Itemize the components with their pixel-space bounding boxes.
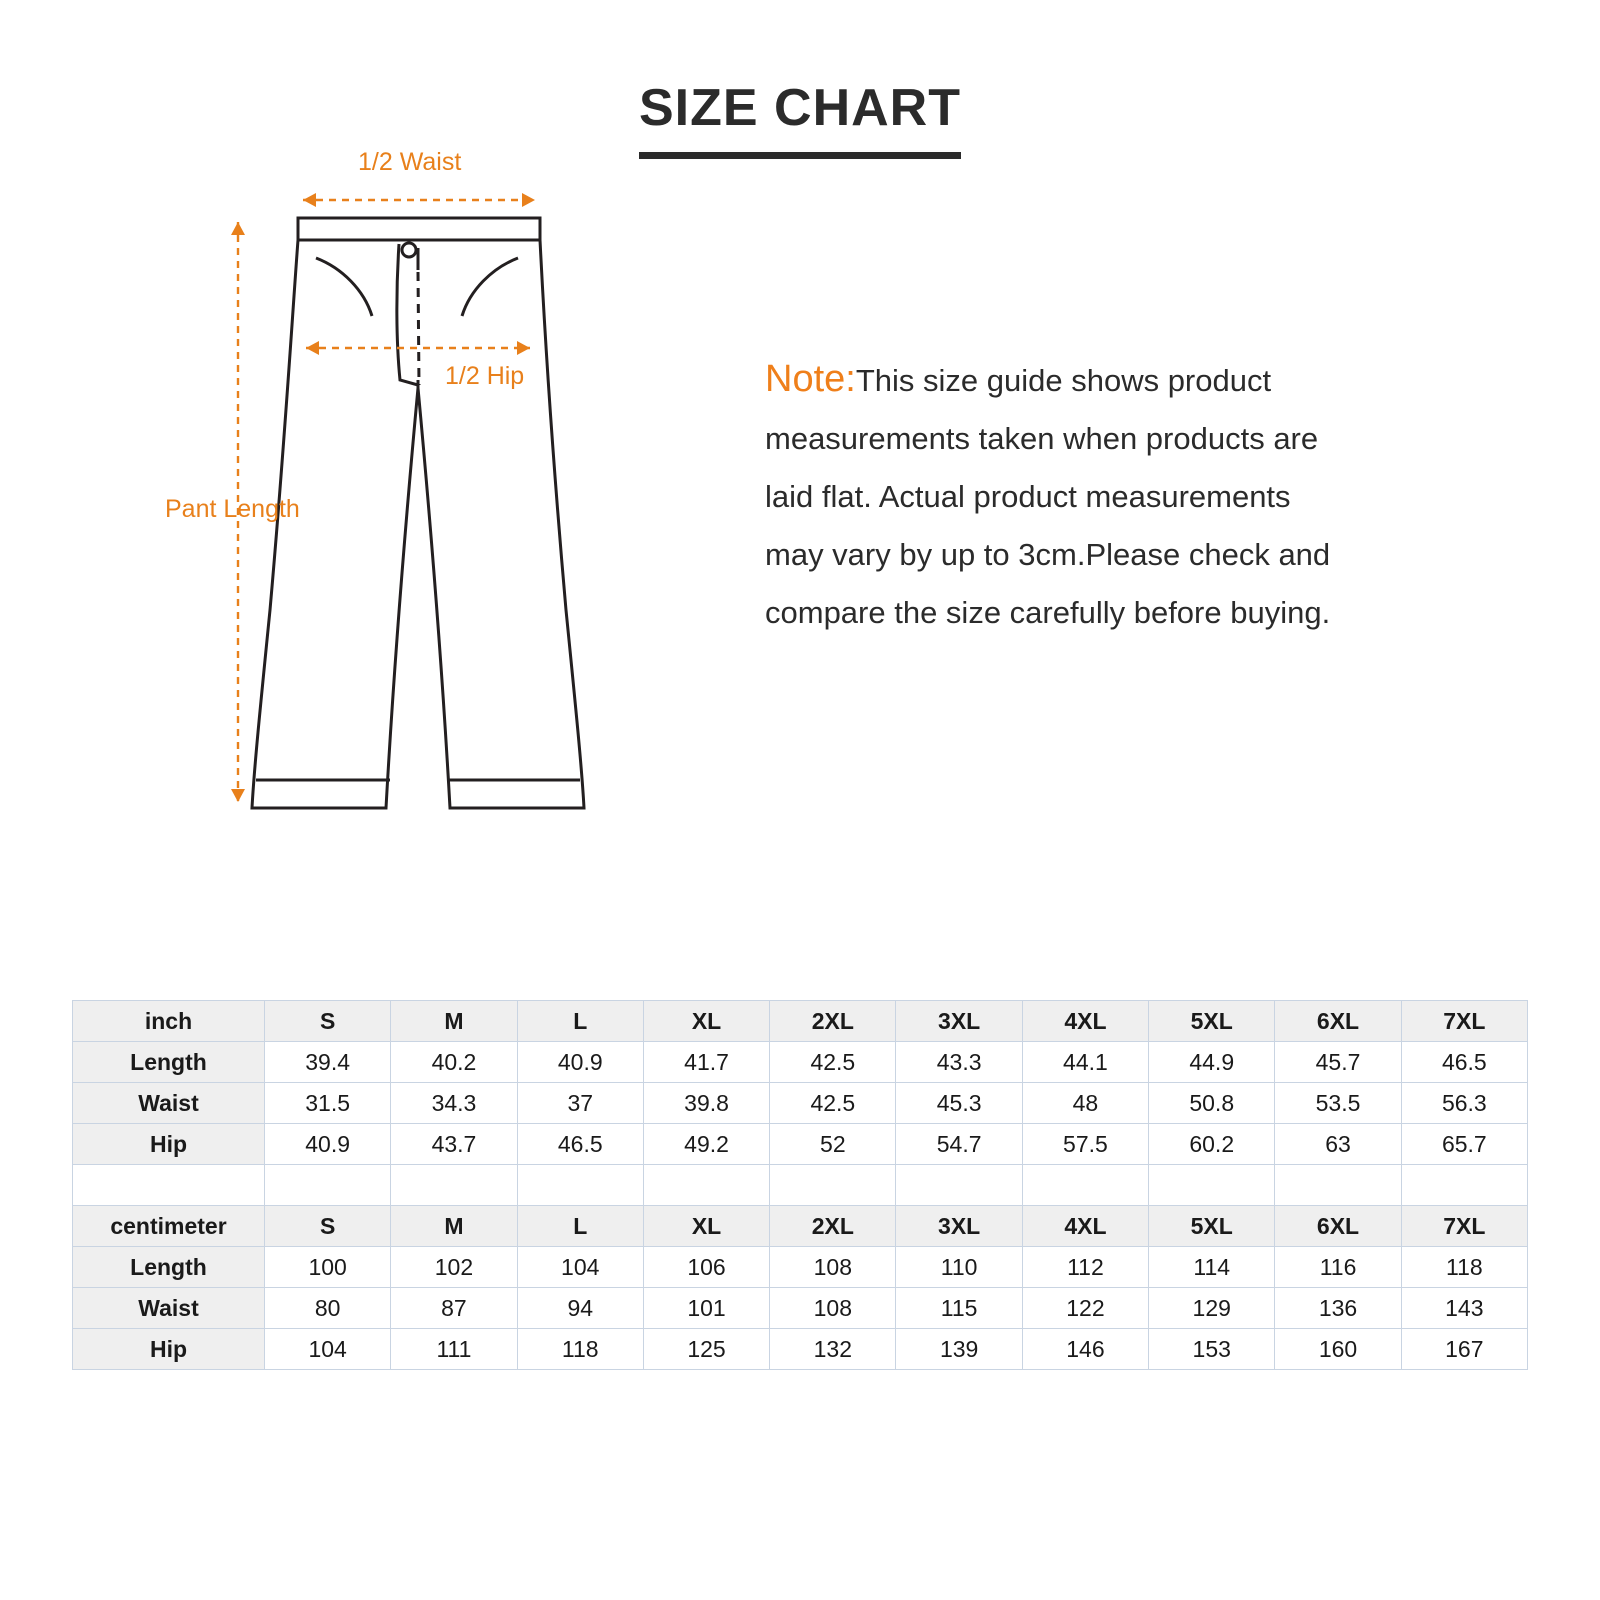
table-row-cm-length	[73, 1247, 1528, 1288]
cell-cm-size-m: M	[391, 1206, 517, 1247]
cell-cm-hip-6xl: 160	[1275, 1329, 1401, 1370]
spacer-cell-7	[896, 1165, 1022, 1206]
cell-inch-length-5xl: 44.9	[1149, 1042, 1275, 1083]
spacer-cell-1	[73, 1165, 265, 1206]
spacer-cell-6	[770, 1165, 896, 1206]
cell-inch-unit: inch	[73, 1001, 265, 1042]
cell-inch-hip-4xl: 57.5	[1022, 1124, 1148, 1165]
spacer-cell-11	[1401, 1165, 1527, 1206]
table-row-cm-header	[73, 1206, 1528, 1247]
cell-inch-waist-6xl: 53.5	[1275, 1083, 1401, 1124]
cell-inch-hip-3xl: 54.7	[896, 1124, 1022, 1165]
cell-inch-waist-l: 37	[517, 1083, 643, 1124]
cell-cm-waist-5xl: 129	[1149, 1288, 1275, 1329]
cell-cm-length-3xl: 110	[896, 1247, 1022, 1288]
label-half-waist: 1/2 Waist	[358, 148, 462, 176]
cell-cm-waist-2xl: 108	[770, 1288, 896, 1329]
cell-cm-size-4xl: 4XL	[1022, 1206, 1148, 1247]
cell-cm-waist-s: 80	[265, 1288, 391, 1329]
cell-inch-size-s: S	[265, 1001, 391, 1042]
rowhead-inch-hip: Hip	[73, 1124, 265, 1165]
cell-inch-length-l: 40.9	[517, 1042, 643, 1083]
table-row-cm-hip	[73, 1329, 1528, 1370]
cell-cm-length-l: 104	[517, 1247, 643, 1288]
cell-inch-length-2xl: 42.5	[770, 1042, 896, 1083]
table-row-inch-waist	[73, 1083, 1528, 1124]
cell-inch-size-l: L	[517, 1001, 643, 1042]
table-row-cm-waist	[73, 1288, 1528, 1329]
note-line-5: compare the size carefully before buying.	[765, 595, 1331, 630]
cell-inch-length-xl: 41.7	[643, 1042, 769, 1083]
note-text-1: This size guide shows product	[855, 363, 1272, 398]
cell-cm-length-5xl: 114	[1149, 1247, 1275, 1288]
cell-inch-hip-l: 46.5	[517, 1124, 643, 1165]
note-line-3: laid flat. Actual product measurements	[765, 479, 1291, 514]
cell-inch-waist-7xl: 56.3	[1401, 1083, 1527, 1124]
cell-cm-length-xl: 106	[643, 1247, 769, 1288]
cell-cm-hip-l: 118	[517, 1329, 643, 1370]
cell-cm-hip-7xl: 167	[1401, 1329, 1527, 1370]
table-row-inch-header	[73, 1001, 1528, 1042]
cell-cm-size-xl: XL	[643, 1206, 769, 1247]
spacer-cell-10	[1275, 1165, 1401, 1206]
cell-inch-waist-m: 34.3	[391, 1083, 517, 1124]
cell-cm-size-l: L	[517, 1206, 643, 1247]
cell-cm-length-m: 102	[391, 1247, 517, 1288]
spacer-cell-3	[391, 1165, 517, 1206]
table-row-inch-hip	[73, 1124, 1528, 1165]
cell-cm-hip-s: 104	[265, 1329, 391, 1370]
cell-inch-hip-7xl: 65.7	[1401, 1124, 1527, 1165]
cell-cm-hip-m: 111	[391, 1329, 517, 1370]
cell-cm-hip-5xl: 153	[1149, 1329, 1275, 1370]
measurements-table	[72, 1000, 1528, 1370]
cell-inch-length-3xl: 43.3	[896, 1042, 1022, 1083]
note-line-4: may vary by up to 3cm.Please check and	[765, 537, 1331, 572]
rowhead-cm-waist: Waist	[73, 1288, 265, 1329]
cell-inch-waist-2xl: 42.5	[770, 1083, 896, 1124]
label-half-hip: 1/2 Hip	[445, 362, 525, 390]
cell-inch-size-3xl: 3XL	[896, 1001, 1022, 1042]
cell-inch-waist-s: 31.5	[265, 1083, 391, 1124]
label-pant-length: Pant Length	[165, 495, 300, 523]
spacer-cell-8	[1022, 1165, 1148, 1206]
note-line-1	[765, 350, 1485, 410]
cell-inch-length-7xl: 46.5	[1401, 1042, 1527, 1083]
cell-inch-length-m: 40.2	[391, 1042, 517, 1083]
cell-cm-waist-6xl: 136	[1275, 1288, 1401, 1329]
spacer-cell-2	[265, 1165, 391, 1206]
rowhead-inch-length: Length	[73, 1042, 265, 1083]
cell-inch-waist-5xl: 50.8	[1149, 1083, 1275, 1124]
spacer-cell-9	[1149, 1165, 1275, 1206]
cell-inch-size-7xl: 7XL	[1401, 1001, 1527, 1042]
cell-inch-waist-3xl: 45.3	[896, 1083, 1022, 1124]
cell-cm-size-2xl: 2XL	[770, 1206, 896, 1247]
cell-inch-hip-xl: 49.2	[643, 1124, 769, 1165]
rowhead-inch-waist: Waist	[73, 1083, 265, 1124]
cell-cm-hip-xl: 125	[643, 1329, 769, 1370]
cell-cm-unit: centimeter	[73, 1206, 265, 1247]
cell-inch-length-6xl: 45.7	[1275, 1042, 1401, 1083]
note-line-2: measurements taken when products are	[765, 421, 1319, 456]
cell-inch-length-s: 39.4	[265, 1042, 391, 1083]
cell-inch-size-6xl: 6XL	[1275, 1001, 1401, 1042]
cell-cm-waist-l: 94	[517, 1288, 643, 1329]
cell-inch-hip-m: 43.7	[391, 1124, 517, 1165]
page-title-text: SIZE CHART	[639, 78, 961, 159]
cell-cm-hip-3xl: 139	[896, 1329, 1022, 1370]
cell-inch-size-4xl: 4XL	[1022, 1001, 1148, 1042]
cell-inch-size-5xl: 5XL	[1149, 1001, 1275, 1042]
table-row-spacer	[73, 1165, 1528, 1206]
cell-inch-waist-4xl: 48	[1022, 1083, 1148, 1124]
cell-cm-size-5xl: 5XL	[1149, 1206, 1275, 1247]
cell-cm-length-4xl: 112	[1022, 1247, 1148, 1288]
spacer-cell-5	[643, 1165, 769, 1206]
note-block	[765, 350, 1485, 642]
cell-inch-waist-xl: 39.8	[643, 1083, 769, 1124]
pants-measurement-diagram	[120, 140, 740, 860]
cell-inch-hip-6xl: 63	[1275, 1124, 1401, 1165]
measurements-table-wrap	[72, 1000, 1528, 1370]
cell-inch-length-4xl: 44.1	[1022, 1042, 1148, 1083]
cell-cm-length-s: 100	[265, 1247, 391, 1288]
rowhead-cm-length: Length	[73, 1247, 265, 1288]
cell-inch-size-m: M	[391, 1001, 517, 1042]
cell-cm-size-7xl: 7XL	[1401, 1206, 1527, 1247]
cell-cm-size-s: S	[265, 1206, 391, 1247]
cell-inch-hip-s: 40.9	[265, 1124, 391, 1165]
table-row-inch-length	[73, 1042, 1528, 1083]
cell-cm-length-6xl: 116	[1275, 1247, 1401, 1288]
cell-cm-waist-7xl: 143	[1401, 1288, 1527, 1329]
cell-cm-length-7xl: 118	[1401, 1247, 1527, 1288]
note-heading: Note:	[765, 358, 856, 400]
cell-cm-waist-m: 87	[391, 1288, 517, 1329]
cell-inch-size-xl: XL	[643, 1001, 769, 1042]
cell-cm-length-2xl: 108	[770, 1247, 896, 1288]
rowhead-cm-hip: Hip	[73, 1329, 265, 1370]
cell-cm-waist-xl: 101	[643, 1288, 769, 1329]
cell-cm-size-3xl: 3XL	[896, 1206, 1022, 1247]
cell-cm-hip-4xl: 146	[1022, 1329, 1148, 1370]
cell-cm-waist-3xl: 115	[896, 1288, 1022, 1329]
cell-cm-size-6xl: 6XL	[1275, 1206, 1401, 1247]
cell-inch-size-2xl: 2XL	[770, 1001, 896, 1042]
cell-cm-hip-2xl: 132	[770, 1329, 896, 1370]
spacer-cell-4	[517, 1165, 643, 1206]
cell-inch-hip-2xl: 52	[770, 1124, 896, 1165]
cell-inch-hip-5xl: 60.2	[1149, 1124, 1275, 1165]
cell-cm-waist-4xl: 122	[1022, 1288, 1148, 1329]
